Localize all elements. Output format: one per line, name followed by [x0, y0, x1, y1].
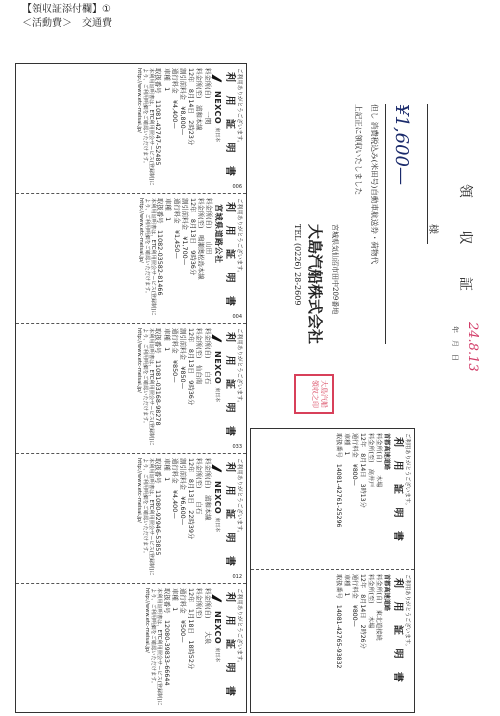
usage-certificate — [16, 194, 246, 324]
thanks-text: ご利用ありがとうございます。 — [236, 458, 242, 536]
receipt-number: 取扱番号 11081-03168-98278 — [154, 328, 163, 426]
receipt-number: 取扱番号 11081-42747-52485 — [154, 68, 163, 166]
thanks-text: ご利用ありがとうございます。 — [236, 68, 242, 146]
stub-serial: 006 — [232, 184, 242, 190]
usage-date: 12年 8月13日 9時36分 — [187, 328, 196, 406]
nexco-mark-icon — [212, 334, 222, 348]
etc-note: 本利用証明書は、ETC利用照会サービス(登録制)により、ご利用明細をご確認いただけます。http://www.etc-meisai.jp/ — [137, 198, 156, 316]
nexco-mark-icon — [212, 74, 222, 88]
exit-tollgate: 料金所(至) 鳴瀬奥松島本線 — [197, 198, 206, 280]
vehicle-class: 車種 1 — [162, 328, 171, 352]
certificate-title: 利 用 証 明 書 — [223, 332, 235, 441]
toll-fee: 通行料金 ¥4,400— — [170, 68, 179, 129]
amount-line — [385, 104, 386, 344]
receipt-number: 取扱番号 11080-92946-53855 — [154, 458, 163, 556]
shuto-receipt-sheet — [250, 428, 415, 713]
usage-date: 12年 1月18日 18時52分 — [187, 588, 196, 670]
receipt-number: 取扱番号 12080-39833-66644 — [162, 588, 171, 686]
usage-certificate — [16, 324, 246, 454]
vehicle-class: 車種 1 — [343, 433, 350, 456]
company-seal: 大島汽船 領収之印 — [294, 374, 334, 414]
company-name: 大島汽船株式会社 — [306, 224, 324, 345]
certificate-title: 利 用 証 明 書 — [392, 437, 403, 546]
shuto-express-logo: 首都高速道路 — [383, 433, 390, 471]
usage-date: 12年 8月14日 2時26分 — [359, 574, 366, 649]
toll-fee: 通行料金 ¥800— — [351, 433, 358, 486]
certificate-title: 利 用 証 明 書 — [223, 462, 235, 571]
usage-date: 12年 8月14日 3時13分 — [359, 433, 366, 508]
vehicle-class: 車種 1 — [343, 574, 350, 597]
thanks-text: ご利用ありがとうございます。 — [404, 433, 410, 509]
shuto-express-logo: 首都高速道路 — [383, 574, 390, 612]
certificate-title: 利 用 証 明 書 — [392, 578, 403, 687]
nexco-mark-icon — [212, 594, 222, 608]
nexco-logo: NEXCO 東日本 — [212, 464, 222, 580]
receipt-description: 但し 消費税込み(米田号)自動車航送券・荷物代 — [370, 104, 379, 265]
entry-tollgate: 料金所(自) 白石 — [203, 328, 212, 385]
receipt-amount: ¥1,600— — [391, 104, 412, 185]
vehicle-class: 車種 1 — [170, 588, 179, 612]
usage-certificate — [16, 584, 246, 714]
etc-receipt-sheet — [15, 63, 247, 713]
expense-category: ＜活動費＞ 交通費 — [22, 18, 112, 29]
thanks-text: ご利用ありがとうございます。 — [236, 328, 242, 406]
exit-tollgate: 料金所(至) 白石 — [195, 458, 204, 515]
exit-tollgate: 料金所(至) 浦和本線 — [195, 68, 204, 131]
thanks-text: ご利用ありがとうございます。 — [236, 588, 242, 666]
receipt-title: 領 収 証 — [457, 184, 473, 305]
toll-fee: 通行料金 ¥500— — [178, 588, 187, 643]
nexco-logo: NEXCO 東日本 — [212, 594, 222, 710]
pre-discount-fee: 割引前料金 ¥1,700— — [180, 198, 189, 266]
etc-note: 本利用証明書は、ETC利用照会サービス(登録制)により、ご利用明細をご確認いただけます。http://www.etc-meisai.jp/ — [135, 68, 155, 186]
exit-tollgate: 料金所(至) 仙台南 — [195, 328, 204, 385]
nexco-logo: NEXCO 東日本 — [212, 334, 222, 450]
receipt-number: 取扱番号 14081-42765-93832 — [335, 574, 342, 669]
certificate-title: 利 用 証 明 書 — [223, 72, 235, 181]
company-tel: TEL (0226) 28-2609 — [293, 224, 302, 306]
exit-tollgate: 料金所(至) — [195, 588, 204, 619]
addressee-line — [427, 104, 428, 244]
stub-serial: 004 — [232, 314, 242, 320]
entry-tollgate: 料金所(自) 大泉 — [203, 588, 212, 645]
receipt-number: 取扱番号 14081-42761-25296 — [335, 433, 342, 528]
stub-serial: 012 — [232, 574, 242, 580]
pre-discount-fee: 割引前料金 ¥850— — [178, 328, 187, 389]
receipt-confirmation: 上記正に領収いたしました — [354, 104, 363, 196]
usage-certificate — [16, 64, 246, 194]
pre-discount-fee: 割引前料金 ¥6,600— — [178, 458, 187, 526]
usage-certificate — [251, 429, 414, 570]
company-address: 宮城県気仙沼市田中209番地 — [331, 224, 339, 315]
date-label: 年 月 日 — [451, 326, 459, 361]
miyagi-road-logo: 宮城県道路公社 — [213, 204, 223, 264]
receipt-number: 取扱番号 11082-03582-81466 — [156, 198, 165, 296]
vehicle-class: 車種 1 — [164, 198, 173, 222]
receipt-date: 24.8.13 — [465, 322, 480, 372]
etc-note: 本利用証明書は、ETC利用照会サービス(登録制)により、ご利用明細をご確認いただけます。http://www.etc-meisai.jp/ — [135, 328, 155, 446]
addressee-suffix: 様 — [427, 224, 438, 234]
nexco-mark-icon — [212, 464, 222, 478]
vehicle-class: 車種 1 — [162, 458, 171, 482]
stub-serial: 033 — [232, 444, 242, 450]
entry-tollgate: 料金所(自) 山田 — [205, 198, 214, 255]
ferry-receipt — [258, 74, 494, 424]
usage-date: 12年 8月13日 22時39分 — [187, 458, 196, 540]
certificate-title: 利 用 証 明 書 — [223, 592, 235, 701]
entry-tollgate: 料金所(自) 木場 — [375, 433, 382, 488]
vehicle-class: 車種 1 — [162, 68, 171, 92]
attachment-header: 【領収証添付欄】① — [22, 4, 111, 15]
toll-fee: 通行料金 ¥850— — [170, 328, 179, 383]
entry-tollgate: 料金所(自) 東北道接続 — [375, 574, 382, 641]
toll-fee: 通行料金 ¥1,450— — [172, 198, 181, 259]
exit-tollgate: 料金所(至) 高井戸 — [367, 433, 374, 488]
pre-discount-fee: 割引前料金 ¥8,800— — [178, 68, 187, 136]
usage-certificate — [251, 570, 414, 712]
thanks-text: ご利用ありがとうございます。 — [404, 574, 410, 650]
entry-tollgate: 料金所(自) 一関 — [203, 68, 212, 125]
entry-tollgate: 料金所(自) 浦和本線 — [203, 458, 212, 521]
etc-note: 本利用証明書は、ETC利用照会サービス(登録制)により、ご利用明細をご確認いただけます。http://www.etc-meisai.jp/ — [143, 588, 163, 706]
certificate-title: 利 用 証 明 書 — [223, 202, 235, 311]
usage-date: 12年 8月13日 9時36分 — [188, 198, 197, 276]
toll-fee: 通行料金 ¥800— — [351, 574, 358, 627]
etc-note: 本利用証明書は、ETC利用照会サービス(登録制)により、ご利用明細をご確認いただけます。http://www.etc-meisai.jp/ — [135, 458, 155, 576]
thanks-text: ご利用ありがとうございます。 — [236, 198, 242, 276]
exit-tollgate: 料金所(至) 木場 — [367, 574, 374, 629]
usage-date: 12年 8月14日 2時23分 — [187, 68, 196, 146]
usage-certificate — [16, 454, 246, 584]
toll-fee: 通行料金 ¥4,400— — [170, 458, 179, 519]
nexco-logo: NEXCO 東日本 — [212, 74, 222, 190]
